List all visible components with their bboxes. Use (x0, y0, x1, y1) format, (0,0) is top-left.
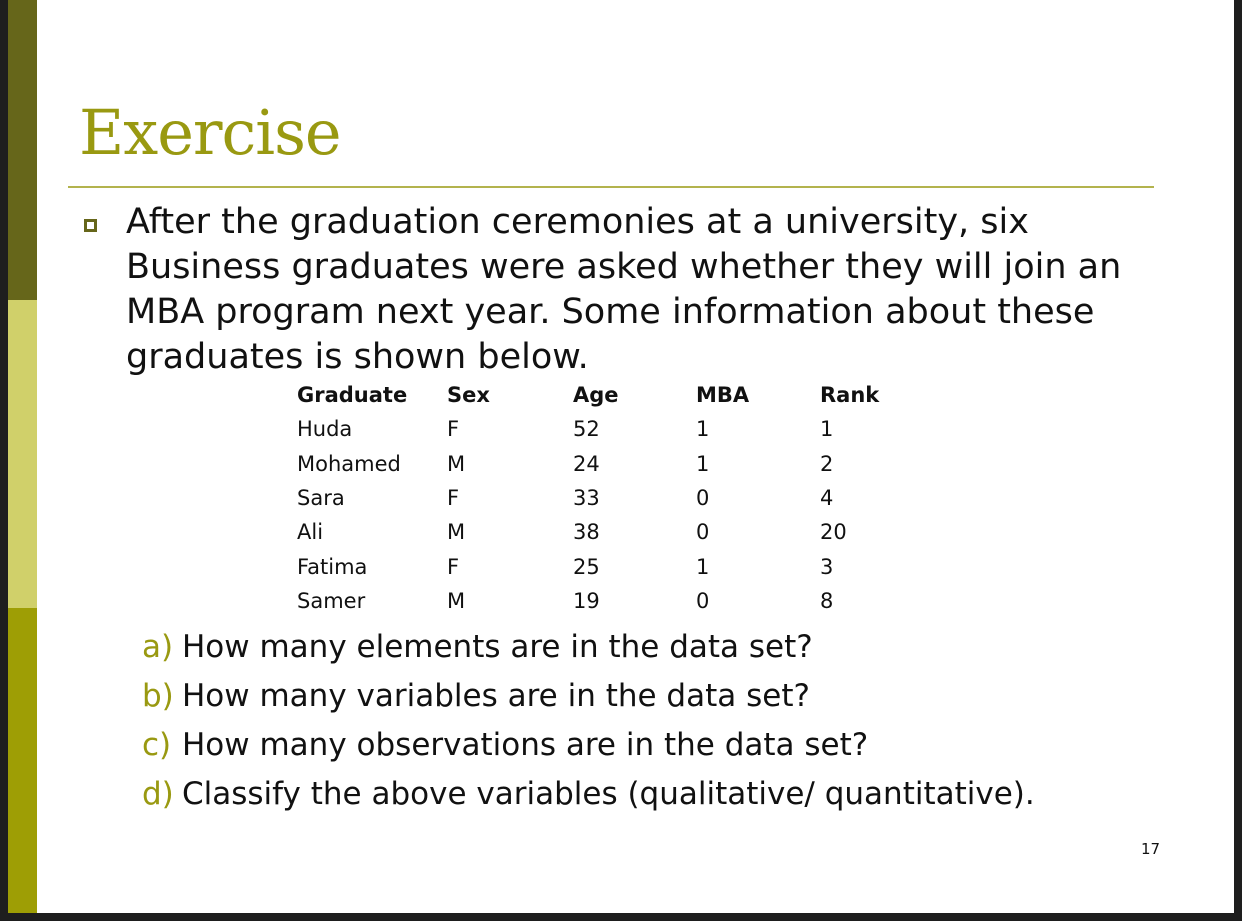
table-header-cell: Sex (447, 383, 490, 408)
table-cell: 1 (696, 417, 710, 442)
table-row (297, 447, 910, 481)
table-cell: F (447, 486, 460, 511)
table-row (297, 584, 910, 618)
table-header-cell: Rank (820, 383, 880, 408)
table-cell: F (447, 554, 460, 579)
sidebar-band-dark (8, 0, 37, 300)
question-text: How many variables are in the data set? (182, 678, 810, 714)
question-marker: d) (142, 776, 174, 812)
table-cell: 0 (696, 588, 710, 613)
question-marker: c) (142, 727, 172, 763)
table-cell: 1 (820, 417, 834, 442)
question-marker: b) (142, 678, 174, 714)
graduates-table (297, 378, 910, 618)
table-cell: Sara (297, 486, 345, 511)
table-cell: 25 (573, 554, 600, 579)
table-header-cell: MBA (696, 383, 750, 408)
square-bullet-icon (84, 219, 97, 232)
table-header-cell: Graduate (297, 383, 408, 408)
slide-title: Exercise (79, 96, 341, 169)
question-item (142, 721, 1035, 770)
question-item (142, 770, 1035, 819)
table-cell: 19 (573, 588, 600, 613)
table-cell: 52 (573, 417, 600, 442)
table-header-row (297, 378, 910, 412)
page-number: 17 (1141, 840, 1161, 858)
table-cell: 8 (820, 588, 834, 613)
table-header-cell: Age (573, 383, 619, 408)
table-cell: 2 (820, 451, 834, 476)
question-text: How many elements are in the data set? (182, 629, 813, 665)
table-row (297, 515, 910, 549)
table-cell: 0 (696, 486, 710, 511)
table-cell: 4 (820, 486, 834, 511)
question-item (142, 672, 1035, 721)
question-text: Classify the above variables (qualitative/ quantitative). (182, 776, 1035, 812)
table-cell: 33 (573, 486, 600, 511)
question-list (142, 623, 1035, 819)
table-cell: Huda (297, 417, 353, 442)
table-cell: F (447, 417, 460, 442)
table-cell: M (447, 520, 466, 545)
table-cell: 3 (820, 554, 834, 579)
table-row (297, 412, 910, 446)
table-cell: Samer (297, 588, 366, 613)
question-text: How many observations are in the data set? (182, 727, 869, 763)
table-cell: Mohamed (297, 451, 401, 476)
intro-paragraph: After the graduation ceremonies at a university, six Business graduates were asked whether they will join an MBA program next year. Some information about these graduates is shown below. (126, 202, 1122, 377)
title-divider (68, 186, 1154, 188)
table-cell: M (447, 588, 466, 613)
slide (8, 0, 1234, 913)
table-cell: Ali (297, 520, 324, 545)
table-row (297, 549, 910, 583)
sidebar-band-mid (8, 608, 37, 913)
table-cell: M (447, 451, 466, 476)
table-cell: 20 (820, 520, 847, 545)
table-cell: Fatima (297, 554, 368, 579)
table-cell: 0 (696, 520, 710, 545)
table-cell: 38 (573, 520, 600, 545)
sidebar-decoration (8, 0, 37, 913)
question-marker: a) (142, 629, 174, 665)
table-cell: 1 (696, 554, 710, 579)
question-item (142, 623, 1035, 672)
table-cell: 24 (573, 451, 600, 476)
table-row (297, 481, 910, 515)
sidebar-band-light (8, 300, 37, 608)
table-cell: 1 (696, 451, 710, 476)
